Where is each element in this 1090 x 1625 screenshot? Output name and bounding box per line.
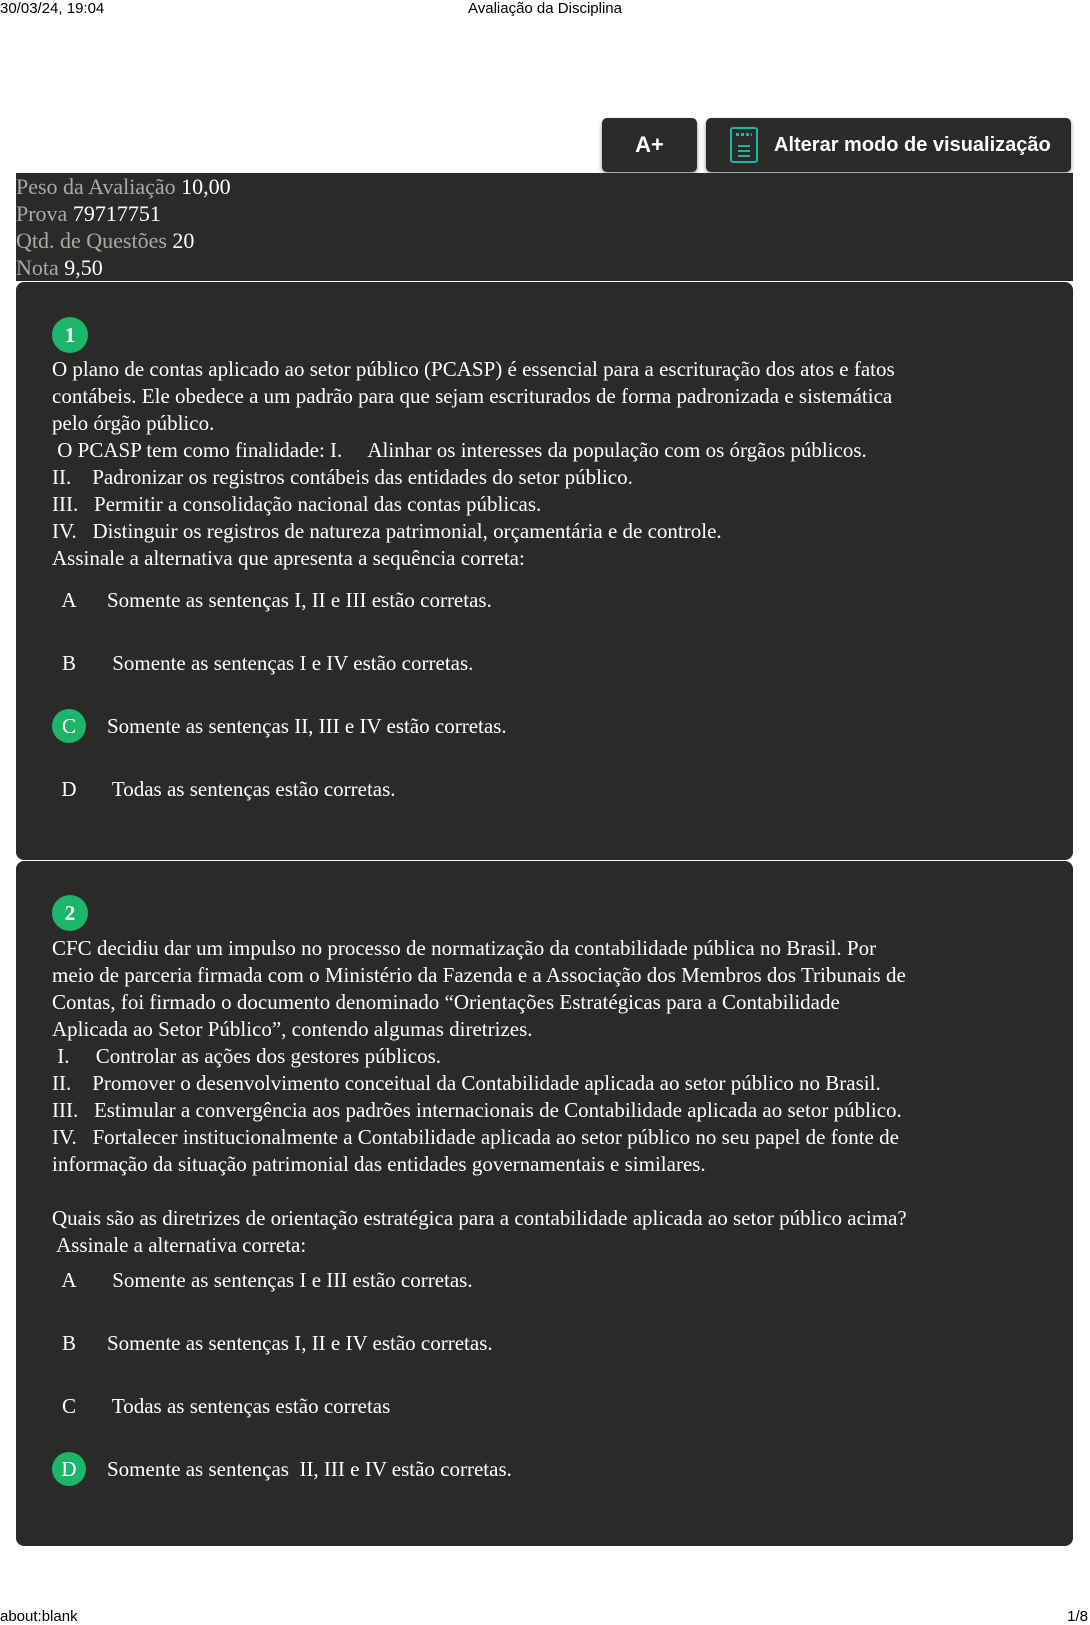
- toolbar: [602, 118, 1071, 172]
- question-number-badge: 2: [52, 895, 88, 931]
- statement-line: I. Controlar as ações dos gestores públicos.: [52, 1044, 442, 1068]
- print-title: Avaliação da Disciplina: [468, 0, 622, 17]
- question-statement: [52, 356, 1052, 572]
- summary-grade: Nota 9,50: [16, 255, 103, 280]
- statement-line: Assinale a alternativa correta:: [52, 1233, 307, 1257]
- option-text: Somente as sentenças II, III e IV estão corretas.: [107, 1456, 512, 1481]
- exam-summary: [16, 173, 1073, 281]
- option-d[interactable]: [52, 772, 396, 806]
- option-text: Somente as sentenças I e IV estão corretas.: [107, 650, 474, 675]
- statement-line: III. Estimular a convergência aos padrões internacionais de Contabilidade aplicada ao setor público.: [52, 1098, 902, 1122]
- question-card-1: [16, 282, 1073, 860]
- statement-line: O PCASP tem como finalidade: I. Alinhar os interesses da população com os órgãos públicos.: [52, 438, 867, 462]
- question-statement: [52, 935, 1052, 1259]
- statement-line: meio de parceria firmada com o Ministério da Fazenda e a Associação dos Membros dos Tribunais de: [52, 963, 906, 987]
- statement-line: III. Permitir a consolidação nacional das contas públicas.: [52, 492, 542, 516]
- change-view-mode-button[interactable]: [706, 118, 1071, 172]
- statement-line: Aplicada ao Setor Público”, contendo algumas diretrizes.: [52, 1017, 533, 1041]
- question-number-badge: 1: [52, 317, 88, 353]
- option-a[interactable]: [52, 1263, 473, 1297]
- option-letter: A: [61, 587, 77, 612]
- statement-line: pelo órgão público.: [52, 411, 215, 435]
- statement-line: II. Padronizar os registros contábeis das entidades do setor público.: [52, 465, 633, 489]
- option-c[interactable]: [52, 1389, 390, 1423]
- question-card-2: [16, 861, 1073, 1546]
- option-c[interactable]: [52, 709, 507, 743]
- statement-line: informação da situação patrimonial das entidades governamentais e similares.: [52, 1152, 706, 1176]
- change-view-mode-label: Alterar modo de visualização: [774, 133, 1051, 156]
- option-letter: A: [61, 1267, 77, 1292]
- option-text: Somente as sentenças II, III e IV estão corretas.: [107, 713, 507, 738]
- option-text: Somente as sentenças I, II e IV estão corretas.: [107, 1330, 493, 1355]
- statement-line: [52, 1178, 1052, 1205]
- statement-line: contábeis. Ele obedece a um padrão para que sejam escriturados de forma padronizada e sistemática: [52, 384, 893, 408]
- statement-line: CFC decidiu dar um impulso no processo de normatização da contabilidade pública no Brasil. Por: [52, 936, 877, 960]
- print-url: about:blank: [0, 1608, 78, 1625]
- option-d[interactable]: [52, 1452, 512, 1486]
- option-text: Somente as sentenças I e III estão corretas.: [107, 1267, 473, 1292]
- option-letter: D: [61, 776, 77, 801]
- increase-font-button[interactable]: A+: [602, 118, 697, 172]
- document-icon: [730, 127, 758, 163]
- statement-line: Quais são as diretrizes de orientação estratégica para a contabilidade aplicada ao setor público acima?: [52, 1206, 907, 1230]
- print-page-number: 1/8: [1067, 1608, 1088, 1625]
- summary-question-count: Qtd. de Questões 20: [16, 228, 195, 253]
- option-letter-correct: D: [52, 1452, 86, 1486]
- statement-line: O plano de contas aplicado ao setor público (PCASP) é essencial para a escrituração dos atos e fatos: [52, 357, 895, 381]
- option-text: Somente as sentenças I, II e III estão corretas.: [107, 587, 492, 612]
- statement-line: IV. Fortalecer institucionalmente a Contabilidade aplicada ao setor público no seu papel de fonte de: [52, 1125, 899, 1149]
- statement-line: II. Promover o desenvolvimento conceitual da Contabilidade aplicada ao setor público no Brasil.: [52, 1071, 881, 1095]
- option-b[interactable]: [52, 646, 473, 680]
- option-b[interactable]: [52, 1326, 493, 1360]
- summary-exam: Prova 79717751: [16, 201, 161, 226]
- statement-line: Contas, foi firmado o documento denominado “Orientações Estratégicas para a Contabilidade: [52, 990, 840, 1014]
- option-text: Todas as sentenças estão corretas.: [107, 776, 396, 801]
- option-letter: C: [61, 1393, 76, 1418]
- option-text: Todas as sentenças estão corretas: [107, 1393, 391, 1418]
- print-datetime: 30/03/24, 19:04: [0, 0, 105, 17]
- statement-line: Assinale a alternativa que apresenta a sequência correta:: [52, 546, 525, 570]
- summary-weight: Peso da Avaliação 10,00: [16, 174, 231, 199]
- statement-line: IV. Distinguir os registros de natureza patrimonial, orçamentária e de controle.: [52, 519, 722, 543]
- option-letter: B: [61, 650, 76, 675]
- option-letter: B: [61, 1330, 76, 1355]
- option-letter-correct: C: [52, 709, 86, 743]
- option-a[interactable]: [52, 583, 492, 617]
